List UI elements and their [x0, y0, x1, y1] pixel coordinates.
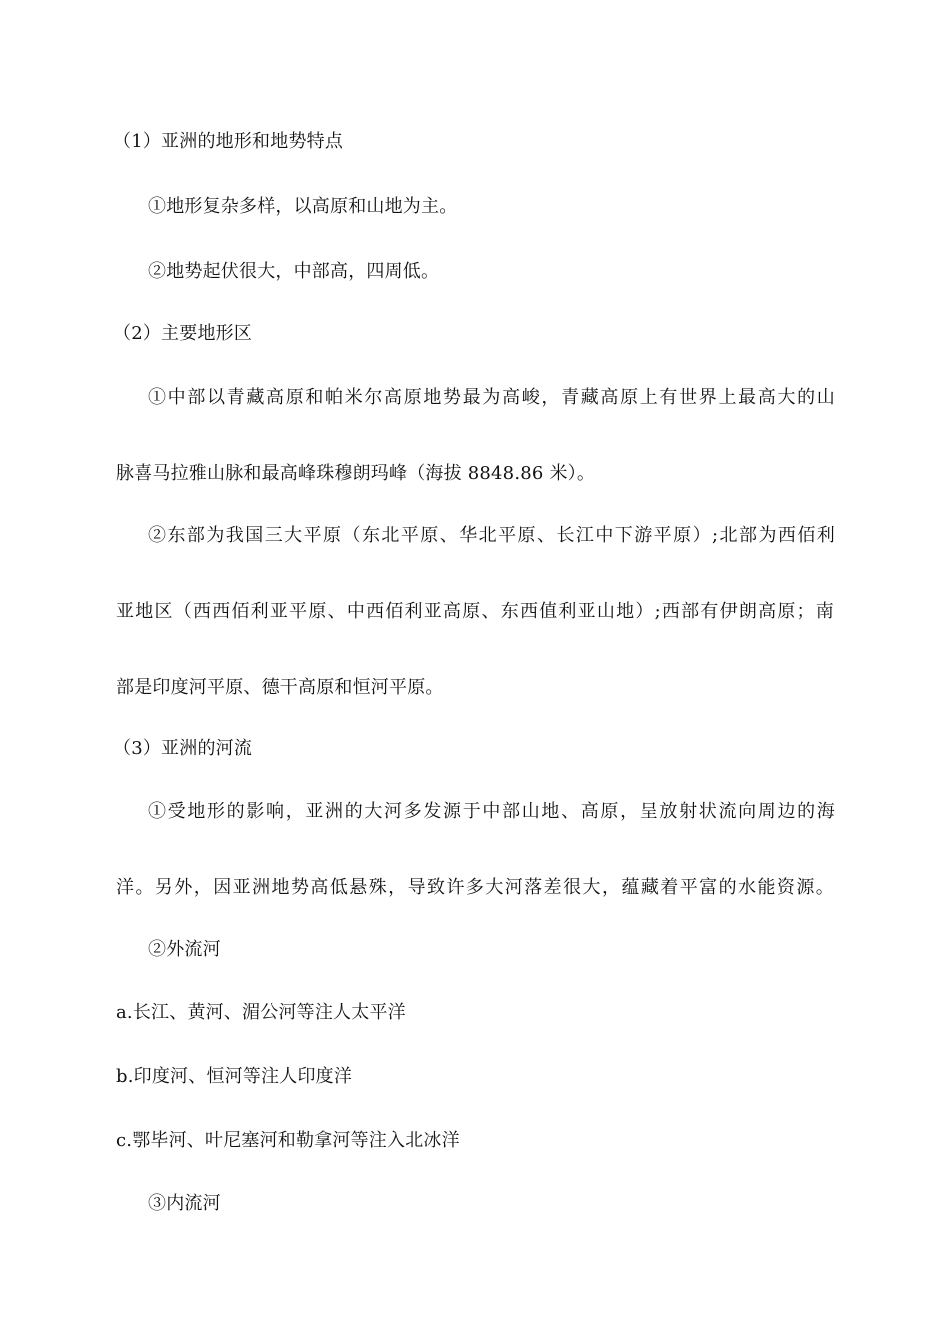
paragraph-terrain-relief: ②地势起伏很大，中部高，四周低。: [148, 261, 440, 282]
paragraph-central-plateaus: ①中部以青藏高原和帕米尔高原地势最为高峻，青藏高原上有世界上最高大的山: [148, 387, 835, 408]
subheading-endorheic-rivers: ③内流河: [148, 1193, 221, 1214]
list-item-pacific: a.长江、黄河、湄公河等注人太平洋: [116, 1002, 406, 1023]
paragraph-rivers-origin-cont: 洋。另外，因亚洲地势高低悬殊，导致许多大河落差很大，蕴藏着平富的水能资源。: [116, 877, 834, 898]
paragraph-rivers-origin: ①受地形的影响，亚洲的大河多发源于中部山地、高原，呈放射状流向周边的海: [148, 801, 835, 822]
paragraph-regions: ②东部为我国三大平原（东北平原、华北平原、长江中下游平原）;北部为西佰利: [148, 525, 835, 546]
list-item-arctic: c.鄂毕河、叶尼塞河和勒拿河等注入北冰洋: [116, 1130, 460, 1151]
heading-main-landforms: （2）主要地形区: [113, 323, 253, 344]
heading-rivers: （3）亚洲的河流: [113, 738, 253, 759]
paragraph-regions-cont-1: 亚地区（西西佰利亚平原、中西佰利亚高原、东西值利亚山地）;西部有伊朗高原；南: [116, 601, 834, 622]
paragraph-central-plateaus-cont: 脉喜马拉雅山脉和最高峰珠穆朗玛峰（海拔 8848.86 米）。: [116, 463, 596, 484]
heading-terrain-features: （1）亚洲的地形和地势特点: [113, 131, 344, 152]
paragraph-terrain-diverse: ①地形复杂多样，以高原和山地为主。: [148, 196, 458, 217]
list-item-indian: b.印度河、恒河等注人印度洋: [116, 1066, 353, 1087]
subheading-exorheic-rivers: ②外流河: [148, 939, 221, 960]
paragraph-regions-cont-2: 部是印度河平原、德干高原和恒河平原。: [116, 677, 444, 698]
